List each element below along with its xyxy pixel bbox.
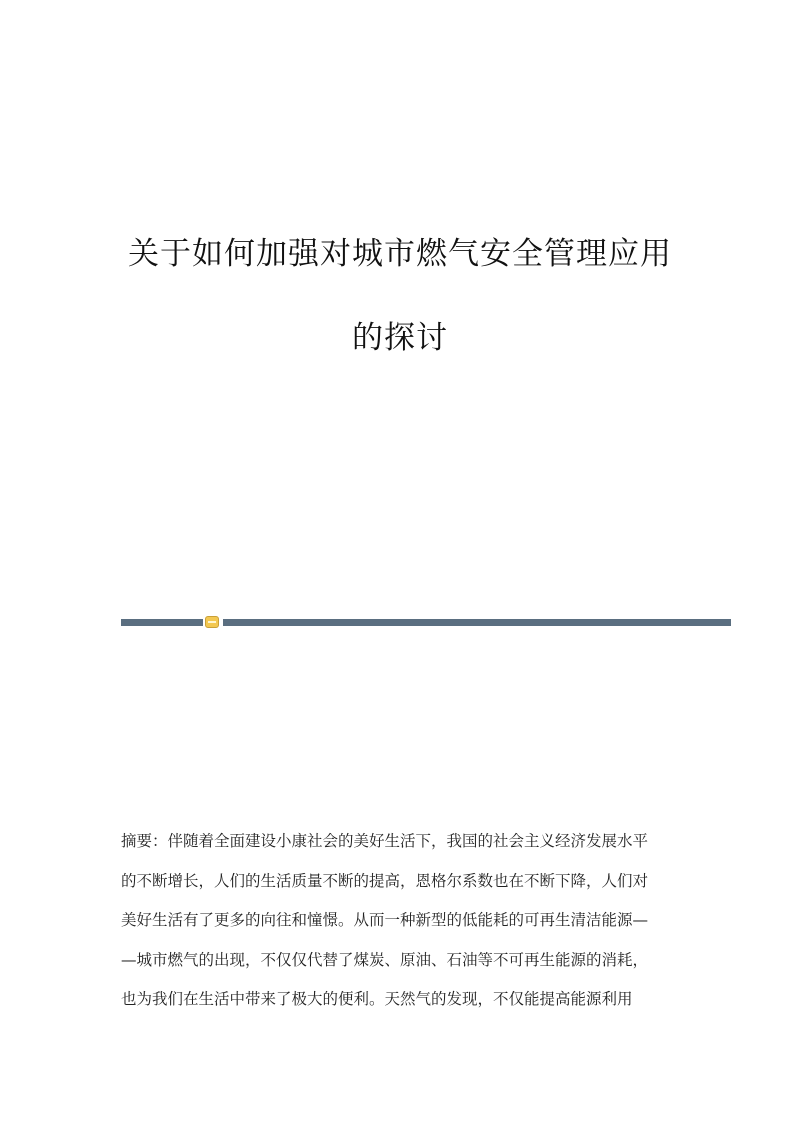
abstract-line: —城市燃气的出现，不仅仅代替了煤炭、原油、石油等不可再生能源的消耗， [121, 950, 649, 969]
divider-bar-left [121, 619, 203, 626]
abstract-line: 摘要：伴随着全面建设小康社会的美好生活下，我国的社会主义经济发展水平 [121, 832, 649, 850]
section-divider [0, 615, 800, 631]
divider-bar-right [223, 619, 731, 626]
abstract-line: 也为我们在生活中带来了极大的便利。天然气的发现，不仅能提高能源利用 [121, 990, 633, 1008]
abstract-paragraph [121, 822, 681, 1020]
document-title-line-1: 关于如何加强对城市燃气安全管理应用 [128, 236, 672, 272]
book-badge-icon [205, 616, 219, 628]
document-title-line-2: 的探讨 [352, 320, 448, 356]
abstract-line: 的不断增长，人们的生活质量不断的提高，恩格尔系数也在不断下降，人们对 [121, 871, 649, 890]
abstract-line: 美好生活有了更多的向往和憧憬。从而一种新型的低能耗的可再生清洁能源— [121, 911, 649, 929]
